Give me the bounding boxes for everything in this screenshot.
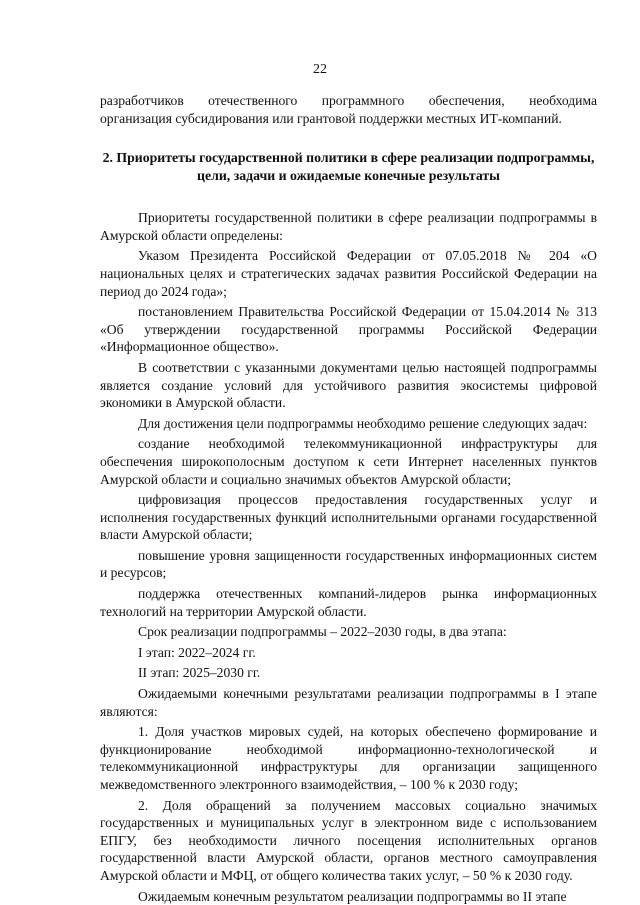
task-item: создание необходимой телекоммуникационной инфраструктуры для обеспечения широкополосным доступом к сети Интернет населенных пунктов Амурской области и социально значимых объектов Амурской области; [100, 436, 597, 487]
paragraph-goal: В соответствии с указанными документами целью настоящей подпрограммы является создание условий для устойчивого развития экосистемы цифровой экономики в Амурской области. [100, 359, 597, 411]
paragraph-priorities: Приоритеты государственной политики в сфере реализации подпрограммы в Амурской области определены: [100, 210, 597, 243]
task-item: повышение уровня защищенности государственных информационных систем и ресурсов; [100, 547, 597, 581]
section-heading: 2. Приоритеты государственной политики в сфере реализации подпрограммы, цели, задачи и ожидаемые конечные результаты [102, 150, 595, 184]
stage-item: I этап: 2022–2024 гг. [138, 644, 256, 660]
paragraph-resolution: постановлением Правительства Российской Федерации от 15.04.2014 № 313 «Об утверждении государственной программы Российской Федерации «Информационное общество». [100, 304, 597, 355]
stage-item: II этап: 2025–2030 гг. [138, 665, 261, 681]
paragraph-results-intro: Ожидаемыми конечными результатами реализации подпрограммы в I этапе являются: [100, 686, 597, 719]
result-item: 2. Доля обращений за получением массовых социально значимых государственных и муниципальных услуг в электронном виде с использованием ЕПГУ, без необходимости личного посещения исполнительных органов государственной власти Амурской области, органов местного самоуправления Амурской области и МФЦ, от общего количества таких услуг, – 50 % к 2030 году. [100, 797, 597, 883]
task-item: цифровизация процессов предоставления государственных услуг и исполнения государственных функций исполнительными органами государственной власти Амурской области; [100, 492, 597, 543]
paragraph-tasks-intro: Для достижения цели подпрограммы необходимо решение следующих задач: [138, 415, 588, 431]
document-body [100, 92, 597, 905]
paragraph-stage-two-results: Ожидаемым конечным результатом реализации подпрограммы во II этапе [138, 888, 567, 904]
page-number: 22 [313, 62, 327, 77]
intro-line: организация субсидирования или грантовой поддержки местных ИТ-компаний. [100, 110, 562, 126]
result-item: 1. Доля участков мировых судей, на которых обеспечено формирование и функционирование необходимой информационно-технологической и телекоммуникационной инфраструктуры для организации защищенного межведомственного электронного взаимодействия, – 100 % к 2030 году; [100, 724, 597, 792]
paragraph-term: Срок реализации подпрограммы – 2022–2030 годы, в два этапа: [138, 624, 507, 640]
task-item: поддержка отечественных компаний-лидеров рынка информационных технологий на территории Амурской области. [100, 586, 597, 619]
intro-line: разработчиков отечественного программного обеспечения, необходима [100, 93, 597, 108]
paragraph-decree: Указом Президента Российской Федерации от 07.05.2018 № 204 «О национальных целях и стратегических задачах развития Российской Федерации на период до 2024 года»; [100, 248, 597, 299]
